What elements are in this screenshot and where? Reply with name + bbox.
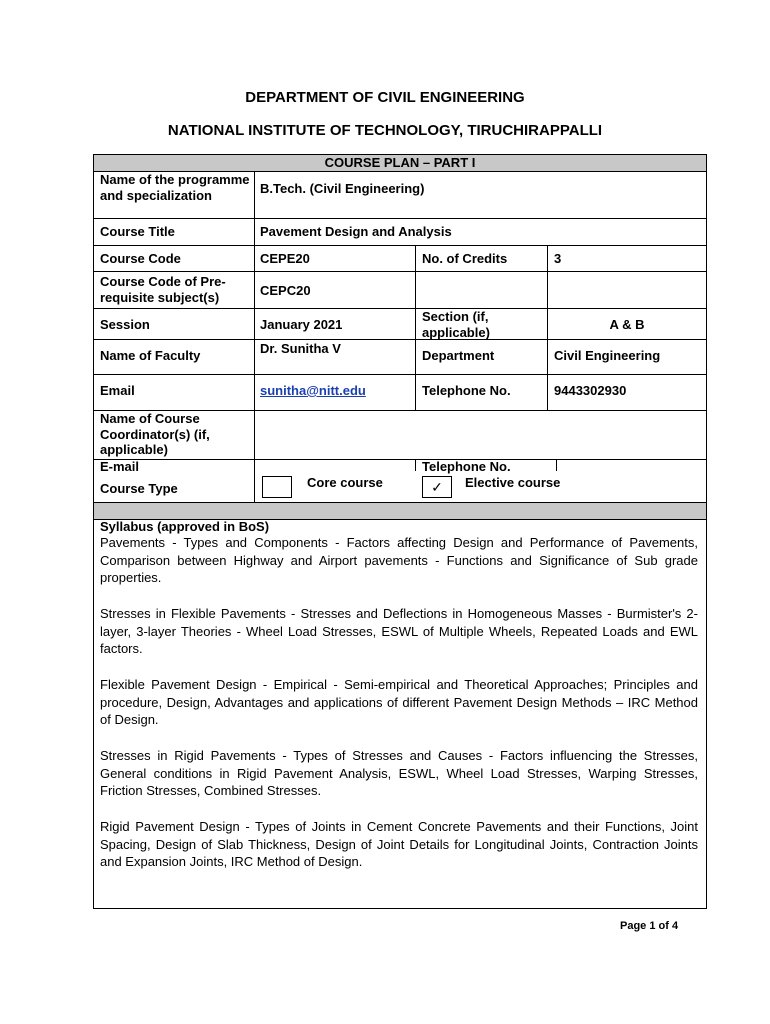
syllabus-paragraph: Rigid Pavement Design - Types of Joints in Cement Concrete Pavements and their Functions, Joint Spacing, Design of Slab Thickness, Design of Joint Details for Longitudinal Joints, Contraction Joints and Expansion Joints, IRC Method of Design. (100, 819, 698, 870)
email-link[interactable]: sunitha@nitt.edu (260, 383, 366, 398)
syllabus-paragraph: Pavements - Types and Components - Factors affecting Design and Performance of Pavements, Comparison between Highway and Airport pavements - Functions and Significance of Sub grade properties. (100, 535, 698, 586)
row-divider (94, 271, 706, 272)
programme-value: B.Tech. (Civil Engineering) (260, 181, 425, 196)
course-title-value: Pavement Design and Analysis (260, 224, 452, 239)
elective-course-checkbox[interactable] (422, 476, 452, 498)
coord-email-label: E-mail (100, 459, 140, 474)
column-divider (415, 245, 416, 410)
syllabus-paragraph: Stresses in Flexible Pavements - Stresses and Deflections in Homogeneous Masses - Burmister's 2-layer, 3-layer Theories - Wheel Load Stresses, ESWL of Multiple Wheels, Repeated Loads and EWL factors. (100, 606, 698, 657)
syllabus-heading: Syllabus (approved in BoS) (100, 519, 270, 534)
column-divider (254, 172, 255, 502)
row-divider (94, 374, 706, 375)
section-value: A & B (609, 317, 645, 332)
checkmark-icon: ✓ (431, 479, 443, 495)
course-plan-title: COURSE PLAN – PART I (94, 155, 706, 172)
row-divider (94, 218, 706, 219)
session-value: January 2021 (260, 317, 343, 332)
telephone-label: Telephone No. (422, 383, 511, 398)
syllabus-paragraph: Flexible Pavement Design - Empirical - Semi-empirical and Theoretical Approaches; Principles and procedure, Design, Advantages and applications of different Pavement Design Methods – IRC Method of Design. (100, 677, 698, 728)
faculty-label: Name of Faculty (100, 348, 201, 363)
separator-band (94, 502, 706, 520)
course-title-label: Course Title (100, 224, 175, 239)
session-label: Session (100, 317, 150, 332)
credits-value: 3 (554, 251, 562, 266)
course-code-label: Course Code (100, 251, 181, 266)
credits-label: No. of Credits (422, 251, 508, 266)
course-plan-table (93, 154, 707, 909)
programme-label: Name of the programme and specialization (100, 172, 250, 203)
faculty-value: Dr. Sunitha V (260, 341, 341, 356)
syllabus-paragraph: Stresses in Rigid Pavements - Types of Stresses and Causes - Factors influencing the Stresses, General conditions in Rigid Pavement Analysis, ESWL, Wheel Load Stresses, Warping Stresses, Friction Stresses, Combined Stresses. (100, 748, 698, 799)
row-divider (94, 245, 706, 246)
department-value: Civil Engineering (554, 348, 661, 363)
row-divider (94, 339, 706, 340)
elective-course-label: Elective course (465, 475, 561, 490)
course-type-label: Course Type (100, 481, 178, 496)
email-label: Email (100, 383, 135, 398)
institute-heading: NATIONAL INSTITUTE OF TECHNOLOGY, TIRUCHIRAPPALLI (167, 122, 603, 139)
column-divider (556, 459, 557, 471)
page-number: Page 1 of 4 (620, 920, 679, 932)
coordinator-label: Name of Course Coordinator(s) (if, applicable) (100, 411, 210, 457)
core-course-checkbox[interactable] (262, 476, 292, 498)
prereq-value: CEPC20 (260, 283, 311, 298)
prereq-label: Course Code of Pre-requisite subject(s) (100, 274, 226, 305)
coord-telephone-label: Telephone No. (422, 459, 511, 474)
department-label: Department (422, 348, 495, 363)
course-code-value: CEPE20 (260, 251, 310, 266)
row-divider (94, 308, 706, 309)
core-course-label: Core course (307, 475, 383, 490)
telephone-value: 9443302930 (554, 383, 627, 398)
row-divider (94, 459, 706, 460)
column-divider (415, 459, 416, 471)
department-heading: DEPARTMENT OF CIVIL ENGINEERING (245, 89, 525, 106)
section-label: Section (if, applicable) (422, 309, 490, 340)
